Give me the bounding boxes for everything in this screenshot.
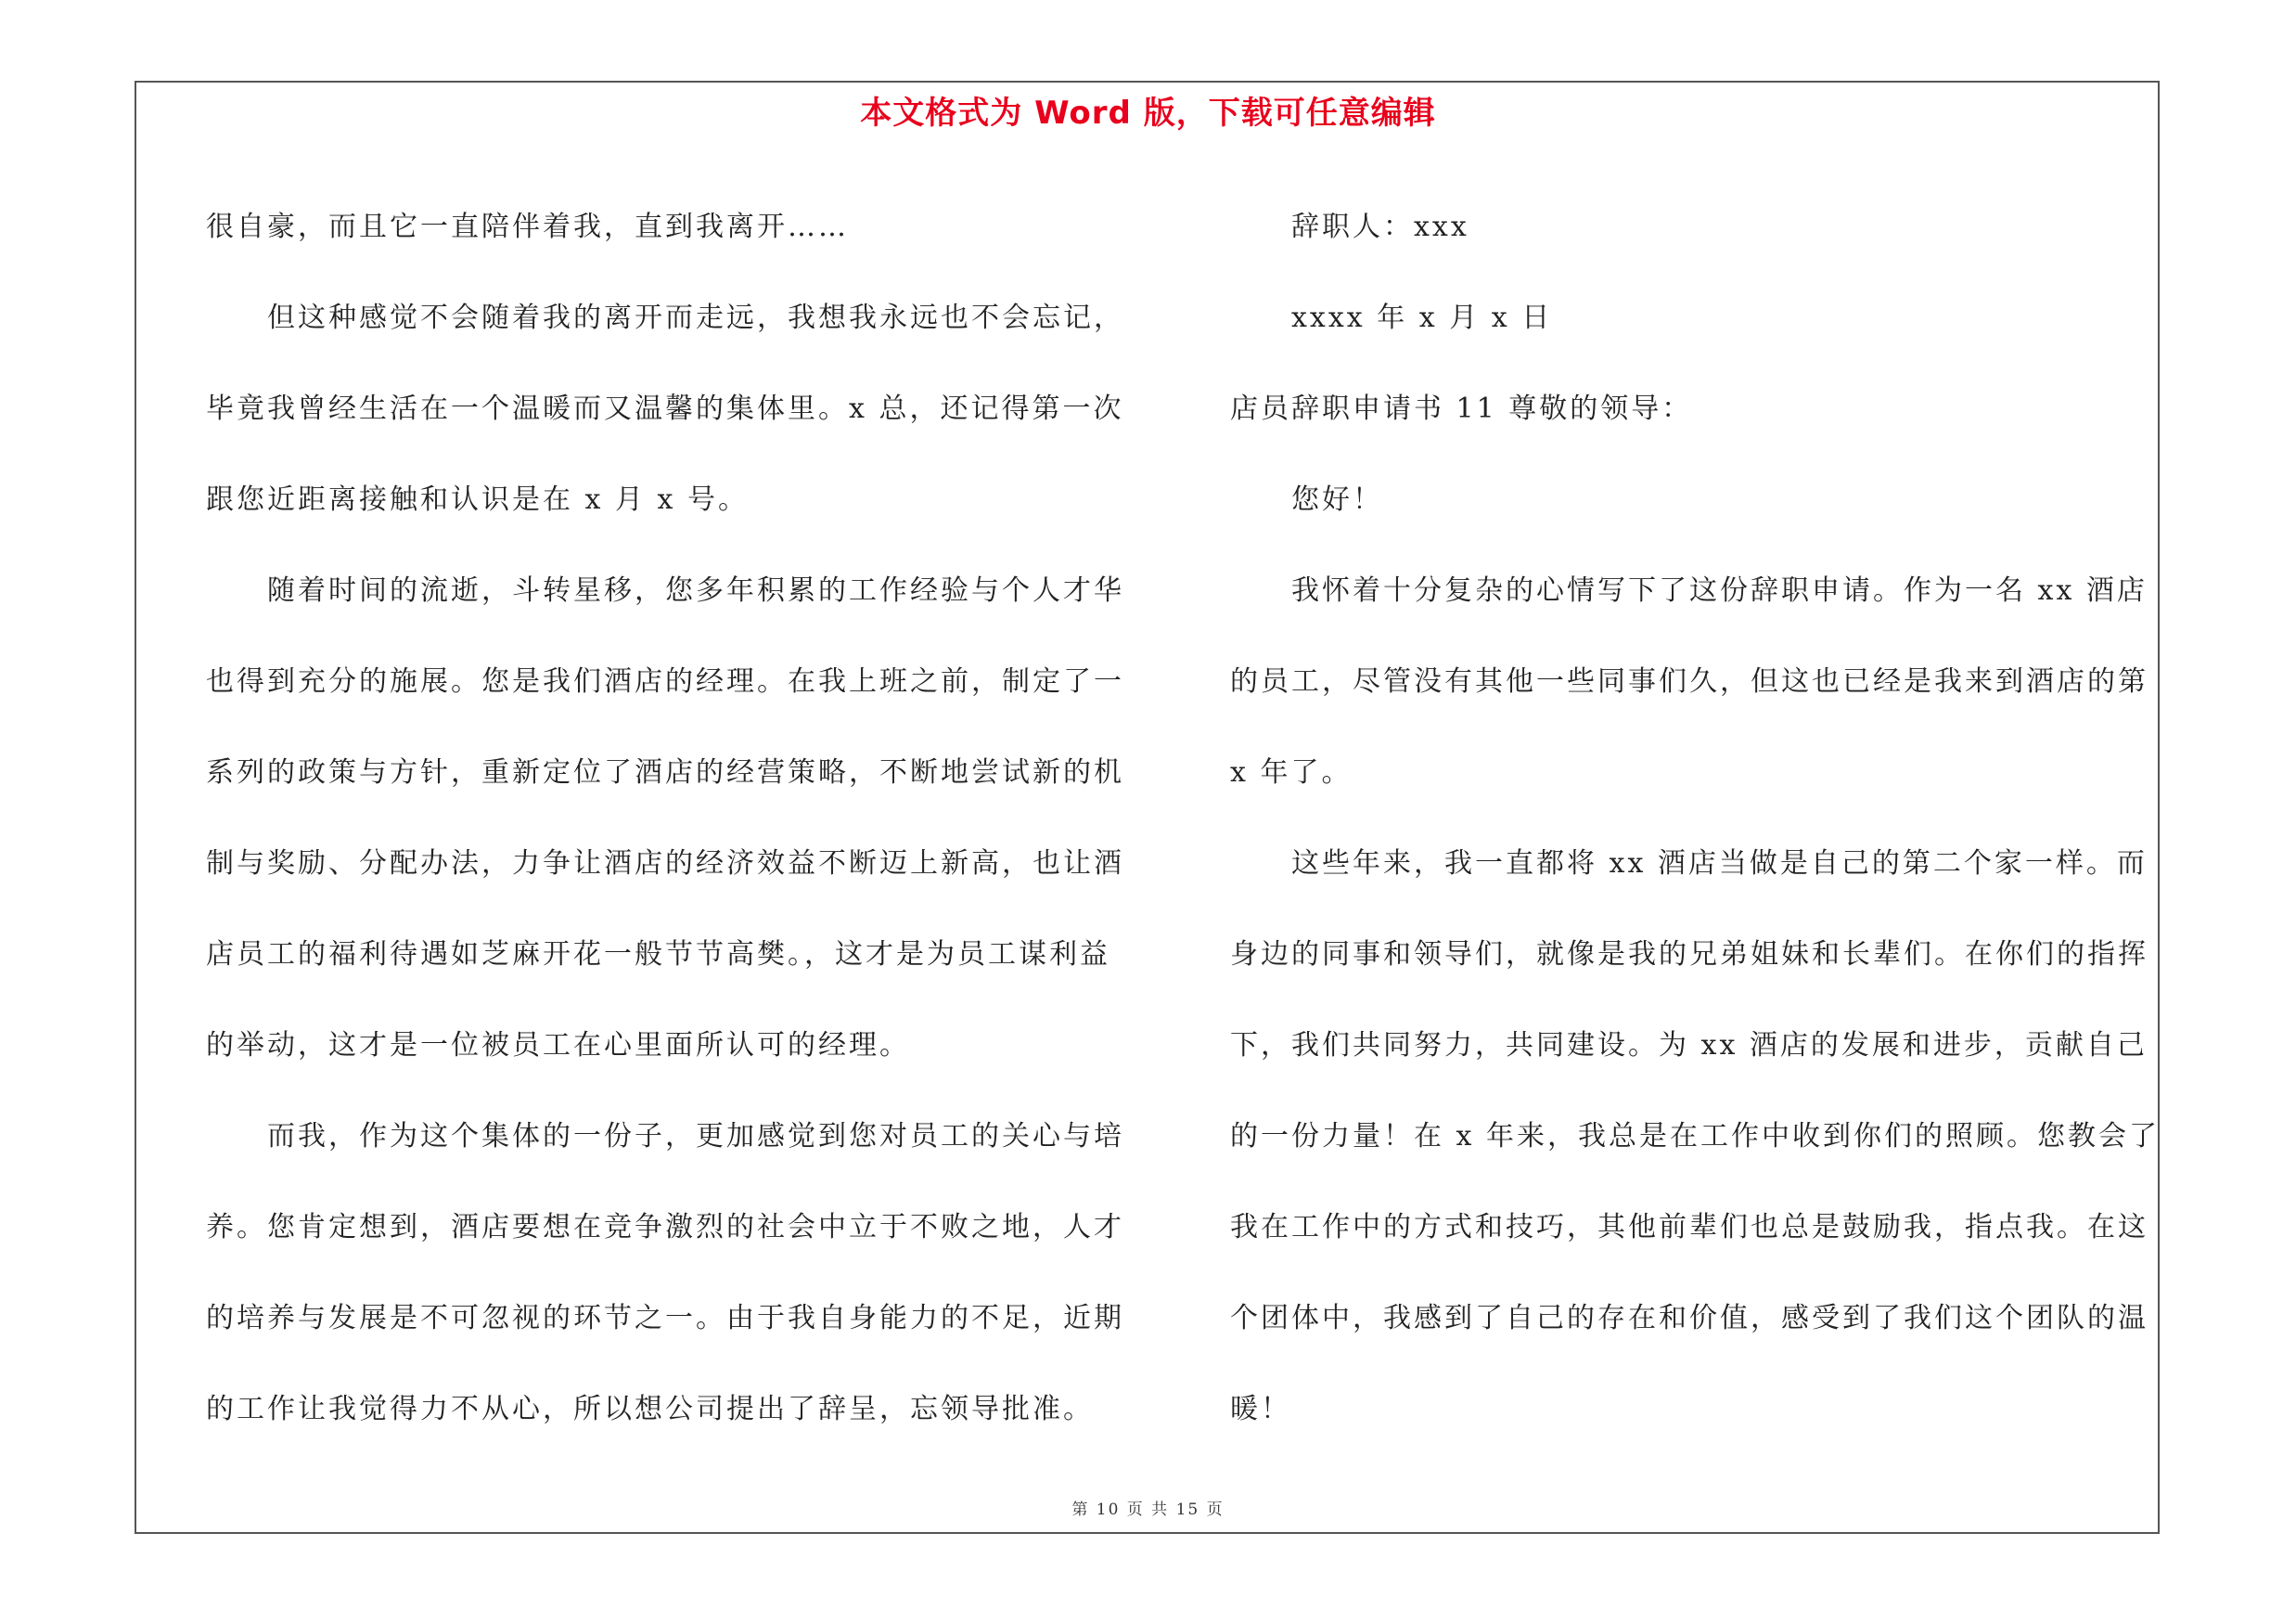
text-line: 养。您肯定想到，酒店要想在竞争激烈的社会中立于不败之地，人才 (206, 1211, 1124, 1243)
text-line: 的一份力量！在 x 年来，我总是在工作中收到你们的照顾。您教会了 (1230, 1120, 2160, 1153)
text-line: 您好！ (1291, 483, 1383, 516)
format-banner: 本文格式为 Word 版，下载可任意编辑 (860, 95, 1436, 132)
text-line: 我怀着十分复杂的心情写下了这份辞职申请。作为一名 xx 酒店 (1291, 574, 2148, 607)
text-line: 也得到充分的施展。您是我们酒店的经理。在我上班之前，制定了一 (206, 665, 1124, 698)
text-line: 随着时间的流逝，斗转星移，您多年积累的工作经验与个人才华 (267, 574, 1124, 607)
text-line: 身边的同事和领导们，就像是我的兄弟姐妹和长辈们。在你们的指挥 (1230, 938, 2148, 971)
text-line: 的培养与发展是不可忽视的环节之一。由于我自身能力的不足，近期 (206, 1302, 1124, 1334)
text-line: 系列的政策与方针，重新定位了酒店的经营策略，不断地尝试新的机 (206, 756, 1124, 789)
text-line: 的员工，尽管没有其他一些同事们久，但这也已经是我来到酒店的第 (1230, 665, 2148, 698)
page-number-footer: 第 10 页 共 15 页 (1071, 1501, 1225, 1519)
text-line: 个团体中，我感到了自己的存在和价值，感受到了我们这个团队的温 (1230, 1302, 2148, 1334)
text-line: 但这种感觉不会随着我的离开而走远，我想我永远也不会忘记， (267, 302, 1124, 334)
text-line: 的工作让我觉得力不从心，所以想公司提出了辞呈，忘领导批准。 (206, 1393, 1094, 1425)
left-text-column (206, 182, 1134, 1455)
text-line: 店员辞职申请书 11 尊敬的领导： (1230, 393, 1693, 425)
text-line: 很自豪，而且它一直陪伴着我，直到我离开…… (206, 211, 849, 243)
text-line: 辞职人：xxx (1291, 211, 1469, 243)
text-line: 我在工作中的方式和技巧，其他前辈们也总是鼓励我，指点我。在这 (1230, 1211, 2148, 1243)
text-line: 暖！ (1230, 1393, 1291, 1425)
text-line: 这些年来，我一直都将 xx 酒店当做是自己的第二个家一样。而 (1291, 847, 2148, 880)
text-line: 制与奖励、分配办法，力争让酒店的经济效益不断迈上新高，也让酒 (206, 847, 1124, 880)
text-line: x 年了。 (1230, 756, 1353, 789)
text-line: 的举动，这才是一位被员工在心里面所认可的经理。 (206, 1029, 910, 1062)
text-line: 毕竟我曾经生活在一个温暖而又温馨的集体里。x 总，还记得第一次 (206, 393, 1124, 425)
text-line: 下，我们共同努力，共同建设。为 xx 酒店的发展和进步，贡献自己 (1230, 1029, 2148, 1062)
text-line: xxxx 年 x 月 x 日 (1291, 302, 1553, 334)
text-line: 跟您近距离接触和认识是在 x 月 x 号。 (206, 483, 749, 516)
text-line: 店员工的福利待遇如芝麻开花一般节节高樊。，这才是为员工谋利益 (206, 938, 1110, 971)
right-text-column (1230, 182, 2160, 1455)
text-line: 而我，作为这个集体的一份子，更加感觉到您对员工的关心与培 (267, 1120, 1124, 1153)
